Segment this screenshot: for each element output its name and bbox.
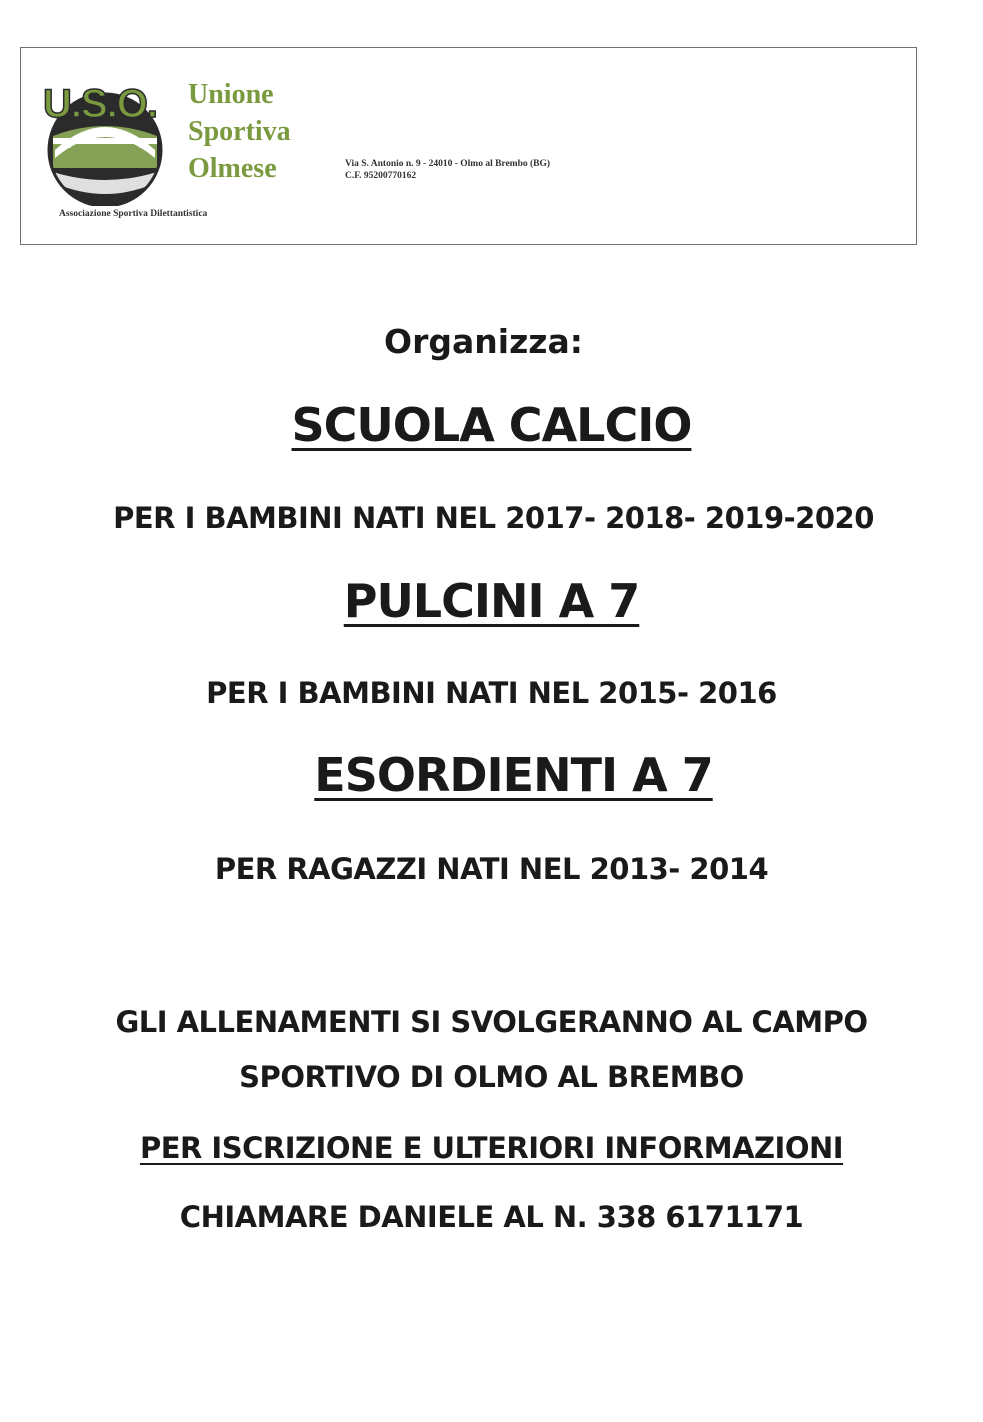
training-info-line-2: SPORTIVO DI OLMO AL BREMBO xyxy=(239,1060,744,1094)
address-tax-code: C.F. 95200770162 xyxy=(345,171,417,181)
pulcini-subtitle: PER I BAMBINI NATI NEL 2015- 2016 xyxy=(206,676,777,710)
logo-lettering: U.S.O. xyxy=(43,82,158,126)
contact-phone: CHIAMARE DANIELE AL N. 338 6171171 xyxy=(179,1200,804,1234)
letterhead xyxy=(20,47,917,245)
training-info-line-1: GLI ALLENAMENTI SI SVOLGERANNO AL CAMPO xyxy=(115,1005,868,1039)
pulcini-title: PULCINI A 7 xyxy=(343,574,640,628)
scuola-calcio-title: SCUOLA CALCIO xyxy=(291,398,692,452)
address-street: Via S. Antonio n. 9 - 24010 - Olmo al Brembo (BG) xyxy=(345,159,551,169)
esordienti-title: ESORDIENTI A 7 xyxy=(314,748,713,802)
organization-name-line-1: Unione xyxy=(188,79,274,110)
scuola-calcio-subtitle: PER I BAMBINI NATI NEL 2017- 2018- 2019-2020 xyxy=(113,501,874,535)
intro-text: Organizza: xyxy=(384,322,583,361)
association-type: Associazione Sportiva Dilettantistica xyxy=(59,209,208,219)
organization-name xyxy=(188,76,291,187)
esordienti-subtitle: PER RAGAZZI NATI NEL 2013- 2014 xyxy=(214,852,769,886)
uso-logo xyxy=(41,76,181,206)
organization-name-line-2: Sportiva xyxy=(188,116,291,147)
organization-address xyxy=(345,158,550,182)
organization-name-line-3: Olmese xyxy=(188,153,277,184)
registration-info-heading: PER ISCRIZIONE E ULTERIORI INFORMAZIONI xyxy=(139,1131,844,1165)
